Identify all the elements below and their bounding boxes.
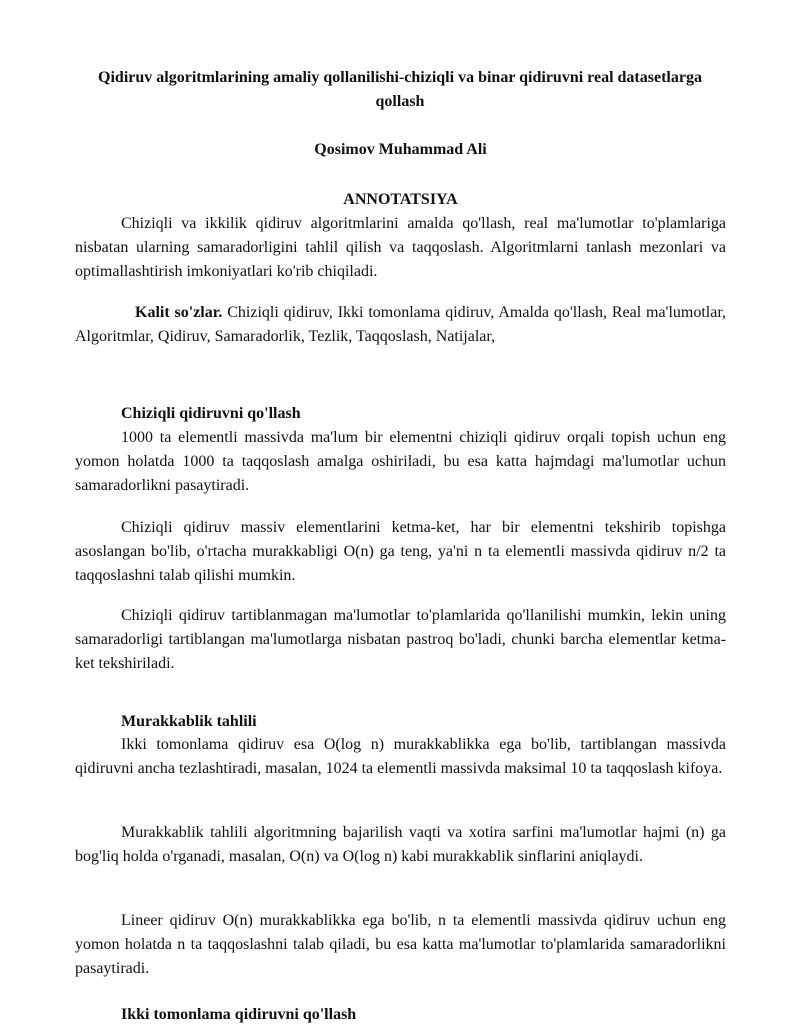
keywords-label: Kalit so'zlar. <box>135 304 223 321</box>
annotation-heading: ANNOTATSIYA <box>343 191 458 208</box>
body-paragraph: Murakkablik tahlili algoritmning bajarilish vaqti va xotira sarfini ma'lumotlar hajmi (n) ga bog'liq holda o'rganadi, masalan, O(n) va O(log n) kabi murakkablik sinflarini aniqlaydi. <box>75 824 726 865</box>
section-heading: Murakkablik tahlili <box>121 713 257 730</box>
section-heading: Chiziqli qidiruvni qo'llash <box>121 405 301 422</box>
section-heading: Ikki tomonlama qidiruvni qo'llash <box>121 1006 357 1023</box>
author-name: Qosimov Muhammad Ali <box>314 141 487 158</box>
keywords-paragraph <box>75 301 726 349</box>
body-paragraph: Chiziqli qidiruv tartiblanmagan ma'lumotlar to'plamlarida qo'llanilishi mumkin, lekin uning samaradorligi tartiblangan ma'lumotlarga nisbatan pastroq bo'ladi, chunki barcha elementlar ketma-ket tekshiriladi. <box>75 607 726 672</box>
annotation-paragraph: Chiziqli va ikkilik qidiruv algoritmlarini amalda qo'llash, real ma'lumotlar to'plamlariga nisbatan ularning samaradorligini tahlil qilish va taqqoslash. Algoritmlarni tanlash mezonlari va optimallashtirish imkoniyatlari ko'rib chiqiladi. <box>75 215 726 280</box>
body-paragraph: Ikki tomonlama qidiruv esa O(log n) murakkablikka ega bo'lib, tartiblangan massivda qidiruvni ancha tezlashtiradi, masalan, 1024 ta elementli massivda maksimal 10 ta taqqoslash kifoya. <box>75 736 726 777</box>
body-paragraph: Lineer qidiruv O(n) murakkablikka ega bo'lib, n ta elementli massivda qidiruv uchun eng yomon holatda n ta taqqoslashni talab qiladi, bu esa katta ma'lumotlar to'plamlarida samaradorlikni pasaytiradi. <box>75 912 726 977</box>
body-paragraph: Chiziqli qidiruv massiv elementlarini ketma-ket, har bir elementni tekshirib topishga asoslangan bo'lib, o'rtacha murakkabligi O(n) ga teng, ya'ni n ta elementli massivda qidiruv n/2 ta taqqoslashni talab qilishi mumkin. <box>75 519 726 584</box>
keywords-text: Chiziqli qidiruv, Ikki tomonlama qidiruv, Amalda qo'llash, Real ma'lumotlar, Algoritmlar, Qidiruv, Samaradorlik, Tezlik, Taqqoslash, Natijalar, <box>75 304 727 345</box>
document-title: Qidiruv algoritmlarining amaliy qollanilishi-chiziqli va binar qidiruvni real datasetlarga qollash <box>98 69 702 110</box>
body-paragraph: 1000 ta elementli massivda ma'lum bir elementni chiziqli qidiruv orqali topish uchun eng yomon holatda 1000 ta taqqoslash amalga oshiriladi, bu esa katta hajmdagi ma'lumotlar uchun samaradorlikni pasaytiradi. <box>75 429 726 494</box>
